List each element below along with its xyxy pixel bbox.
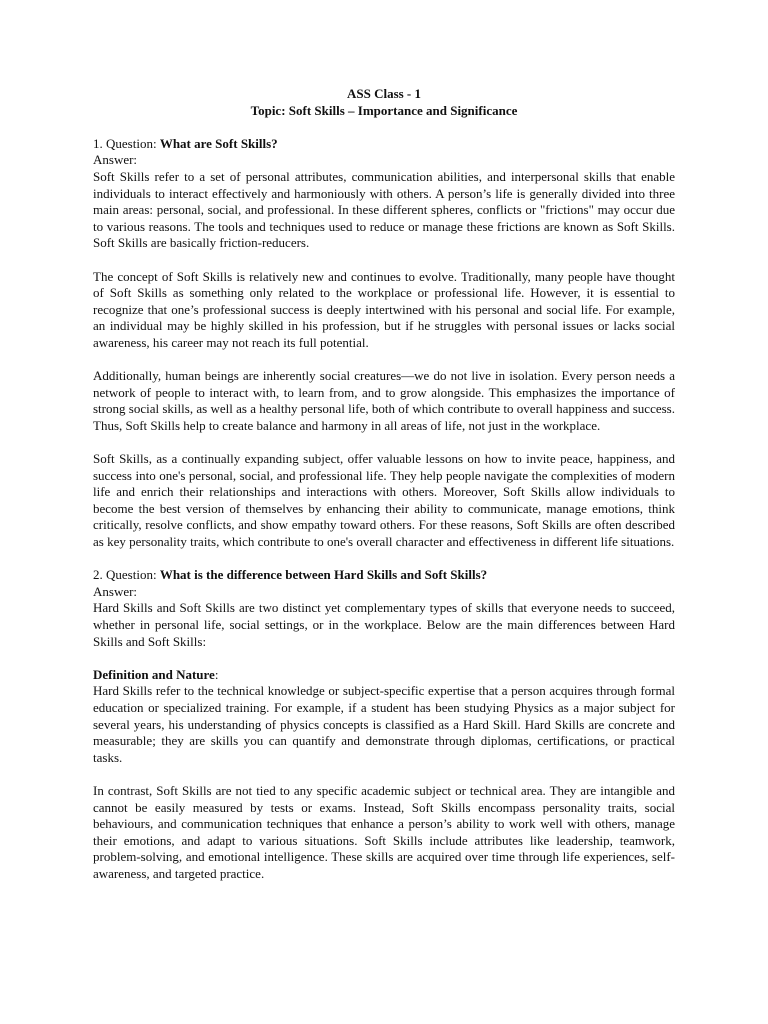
question-2-text: What is the difference between Hard Skills and Soft Skills?	[159, 567, 488, 583]
section-heading	[93, 667, 675, 684]
answer-1-paragraph-3: Additionally, human beings are inherently social creatures—we do not live in isolation. Every person needs a network of people to interact with, to learn from, and to grow alongside. This emphasizes the importance of strong social skills, as well as a healthy personal life, both of which contribute to overall happiness and success. Thus, Soft Skills help to create balance and harmony in all areas of life, not just in the workplace.	[93, 368, 675, 433]
spacer	[93, 551, 675, 568]
question-1-prefix: 1. Question:	[93, 135, 160, 151]
spacer	[93, 119, 675, 136]
document-page	[93, 86, 675, 883]
section-heading-text: Definition and Nature	[93, 666, 215, 682]
answer-2-label: Answer:	[93, 583, 138, 599]
spacer	[93, 434, 675, 451]
answer-1-label: Answer:	[93, 152, 138, 168]
class-title: ASS Class - 1	[346, 86, 422, 101]
answer-1-paragraph-4: Soft Skills, as a continually expanding subject, offer valuable lessons on how to invite peace, happiness, and success into one's personal, social, and professional life. They help people navigate the complexities of modern life and enrich their relationships and interactions with others. Moreover, Soft Skills allow individuals to become the best version of themselves by enhancing their ability to communicate, manage emotions, think critically, resolve conflicts, and show empathy toward others. For these reasons, Soft Skills are often described as key personality traits, which contribute to one's overall character and effectiveness in different life situations.	[93, 451, 675, 550]
spacer	[93, 766, 675, 783]
section-heading-colon: :	[214, 666, 219, 682]
answer-1-paragraph-2: The concept of Soft Skills is relatively new and continues to evolve. Traditionally, many people have thought of Soft Skills as something only related to the workplace or professional life. However, it is essential to recognize that one’s professional success is deeply intertwined with his personal and social life. For example, an individual may be highly skilled in his profession, but if he struggles with personal issues or lacks social awareness, his career may not reach its full potential.	[93, 268, 675, 350]
spacer	[93, 650, 675, 667]
answer-1-paragraph-1: Soft Skills refer to a set of personal attributes, communication abilities, and interpersonal skills that enable individuals to interact effectively and harmoniously with others. A person’s life is generally divided into three main areas: personal, social, and professional. In these different spheres, conflicts or "frictions" may occur due to various reasons. The tools and techniques used to reduce or manage these frictions are known as Soft Skills. Soft Skills are basically friction-reducers.	[93, 168, 675, 251]
section-paragraph-1: Hard Skills refer to the technical knowledge or subject-specific expertise that a person acquires through formal education or specialized training. For example, if a student has been studying Physics as a major subject for several years, his understanding of physics concepts is classified as a Hard Skill. Hard Skills are concrete and measurable; they are skills you can quantify and demonstrate through diplomas, certifications, or practical tasks.	[93, 683, 675, 765]
question-1	[93, 136, 675, 153]
spacer	[93, 352, 675, 369]
spacer	[93, 252, 675, 269]
answer-2-intro: Hard Skills and Soft Skills are two distinct yet complementary types of skills that everyone needs to succeed, whether in personal life, social settings, or in the workplace. Below are the main differences between Hard Skills and Soft Skills:	[93, 600, 675, 649]
question-2-prefix: 2. Question:	[93, 567, 160, 583]
question-2	[93, 567, 675, 584]
section-paragraph-2: In contrast, Soft Skills are not tied to any specific academic subject or technical area. They are intangible and cannot be easily measured by tests or exams. Instead, Soft Skills encompass personality traits, social behaviours, and communication techniques that enhance a person’s ability to work well with others, manage their emotions, and adapt to various situations. Soft Skills include attributes like leadership, teamwork, problem-solving, and emotional intelligence. These skills are acquired over time through life experiences, self-awareness, and targeted practice.	[93, 782, 675, 881]
question-1-text: What are Soft Skills?	[159, 135, 278, 151]
topic-title: Topic: Soft Skills – Importance and Significance	[250, 102, 518, 118]
